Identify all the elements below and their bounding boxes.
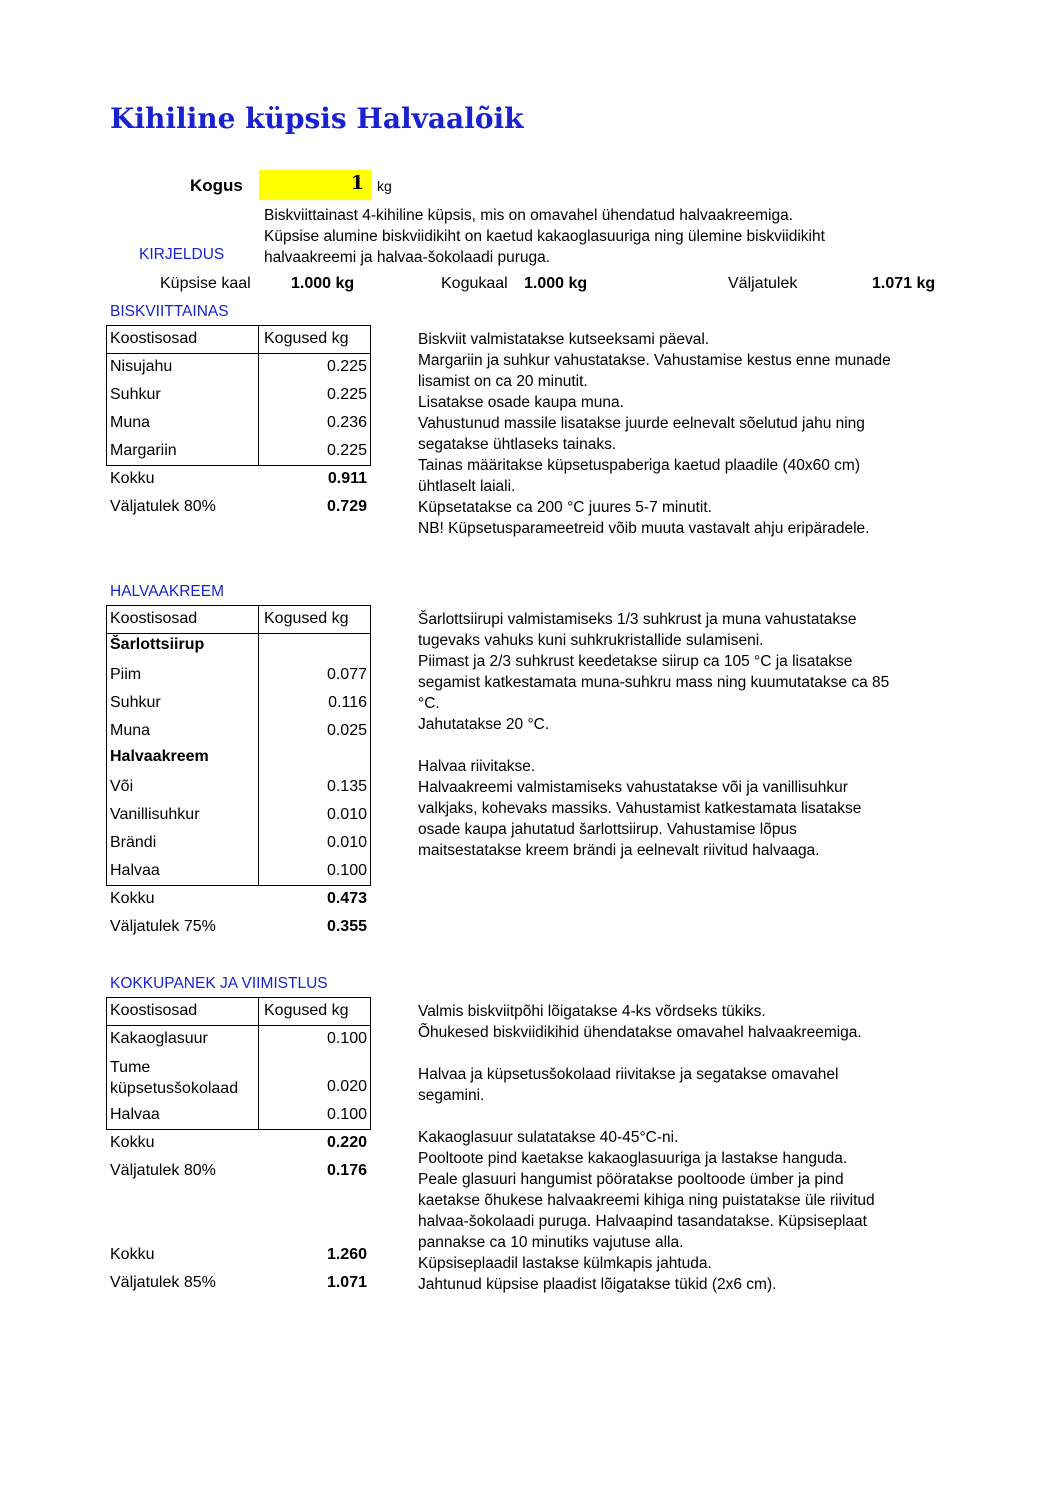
kupsise-kaal-label: Küpsise kaal bbox=[160, 275, 251, 292]
ingredient-amount: 0.010 bbox=[326, 834, 367, 851]
kogus-unit: kg bbox=[377, 178, 392, 194]
valjatulek-value: 1.071 kg bbox=[872, 275, 936, 292]
instruction-line: Šarlottsiirupi valmistamiseks 1/3 suhkrust ja muna vahustatakse bbox=[418, 611, 857, 628]
ingredient-name bbox=[110, 1057, 238, 1099]
yield-label: Väljatulek 80% bbox=[110, 1162, 216, 1179]
header-cell: Koostisosad bbox=[110, 1002, 198, 1019]
total-value: 0.911 bbox=[327, 470, 367, 487]
subheader-row bbox=[106, 633, 372, 661]
header-cell: Kogused kg bbox=[264, 1002, 349, 1019]
yield-value: 0.729 bbox=[326, 498, 367, 515]
total-value: 0.220 bbox=[326, 1134, 367, 1151]
ingredient-amount: 0.100 bbox=[326, 1106, 367, 1123]
ingredient-name-line: Tume bbox=[110, 1059, 151, 1076]
table-row bbox=[106, 437, 372, 465]
section-title: BISKVIITTAINAS bbox=[110, 303, 229, 320]
kirjeldus-label: KIRJELDUS bbox=[139, 246, 225, 263]
yield-row bbox=[106, 493, 372, 521]
ingredient-name: Kakaoglasuur bbox=[110, 1030, 208, 1047]
instruction-line: Küpsiseplaadil lastakse külmkapis jahtuda. bbox=[418, 1255, 712, 1272]
ingredients-table bbox=[106, 325, 372, 521]
ingredient-name: Või bbox=[110, 778, 134, 795]
description-line: Biskviittainast 4-kihiline küpsis, mis on omavahel ühendatud halvaakreemiga. bbox=[264, 207, 793, 224]
kogukaal-value: 1.000 kg bbox=[524, 275, 588, 292]
total-label: Kokku bbox=[110, 470, 155, 487]
kupsise-kaal-value: 1.000 kg bbox=[291, 275, 355, 292]
ingredients-table bbox=[106, 605, 372, 941]
yield-row bbox=[106, 913, 372, 941]
instructions bbox=[418, 329, 958, 539]
instruction-line: Halvaa ja küpsetusšokolaad riivitakse ja segatakse omavahel bbox=[418, 1066, 839, 1083]
ingredient-amount: 0.225 bbox=[326, 358, 367, 375]
instruction-line: valkjaks, kohevaks massiks. Vahustamist katkestamata lisatakse bbox=[418, 800, 862, 817]
instruction-line: Jahutatakse 20 °C. bbox=[418, 716, 550, 733]
instruction-line: Pooltoote pind kaetakse kakaoglasuuriga ja lastakse hanguda. bbox=[418, 1150, 848, 1167]
subheader-label: Šarlottsiirup bbox=[110, 636, 205, 653]
spacer bbox=[106, 1185, 372, 1241]
description bbox=[264, 205, 944, 268]
instruction-line: osade kaupa jahutatud šarlottsiirup. Vahustamise lõpus bbox=[418, 821, 797, 838]
instruction-line: NB! Küpsetusparameetreid võib muuta vastavalt ahju eripäradele. bbox=[418, 520, 870, 537]
table-header bbox=[106, 997, 372, 1025]
ingredient-amount: 0.225 bbox=[326, 386, 367, 403]
instruction-line: Küpsetatakse ca 200 °C juures 5-7 minutit. bbox=[418, 499, 712, 516]
valjatulek-label: Väljatulek bbox=[728, 275, 798, 292]
ingredient-name: Nisujahu bbox=[110, 358, 173, 375]
ingredient-name: Suhkur bbox=[110, 386, 161, 403]
table-row bbox=[106, 829, 372, 857]
yield-value: 0.176 bbox=[326, 1162, 367, 1179]
total-row bbox=[106, 465, 372, 493]
yield-value: 0.355 bbox=[326, 918, 367, 935]
instruction-line: segatakse ühtlaseks tainaks. bbox=[418, 436, 617, 453]
yield-row bbox=[106, 1157, 372, 1185]
instruction-line: lisamist on ca 20 minutit. bbox=[418, 373, 588, 390]
ingredient-name: Suhkur bbox=[110, 694, 161, 711]
ingredient-amount: 0.236 bbox=[326, 414, 367, 431]
header-cell: Kogused kg bbox=[264, 610, 349, 627]
total-label: Kokku bbox=[110, 890, 155, 907]
instruction-line: Halvaakreemi valmistamiseks vahustatakse või ja vanillisuhkur bbox=[418, 779, 848, 796]
instruction-line: Valmis biskviitpõhi lõigatakse 4-ks võrdseks tükiks. bbox=[418, 1003, 766, 1020]
grand-total-label: Kokku bbox=[110, 1246, 155, 1263]
grand-yield-value: 1.071 bbox=[326, 1274, 367, 1291]
table-row bbox=[106, 1025, 372, 1053]
ingredient-name-line: küpsetusšokolaad bbox=[110, 1080, 239, 1097]
table-row bbox=[106, 857, 372, 885]
ingredient-amount: 0.100 bbox=[326, 862, 367, 879]
table-row bbox=[106, 1101, 372, 1129]
ingredient-amount: 0.116 bbox=[328, 694, 367, 711]
section-title: KOKKUPANEK JA VIIMISTLUS bbox=[110, 975, 328, 992]
subheader-label: Halvaakreem bbox=[110, 748, 209, 765]
instruction-line: °C. bbox=[418, 695, 440, 712]
instruction-line: tugevaks vahuks kuni suhkrukristallide sulamiseni. bbox=[418, 632, 764, 649]
table-row bbox=[106, 773, 372, 801]
instruction-line: maitsestatakse kreem brändi ja eelnevalt riivitud halvaaga. bbox=[418, 842, 820, 859]
ingredient-name: Vanillisuhkur bbox=[110, 806, 200, 823]
subheader-row bbox=[106, 745, 372, 773]
page-title: Kihiline küpsis Halvaalõik bbox=[110, 102, 524, 135]
grand-total-row bbox=[106, 1241, 372, 1269]
header-cell: Kogused kg bbox=[264, 330, 349, 347]
table-row bbox=[106, 1053, 372, 1101]
description-line: Küpsise alumine biskviidikiht on kaetud kakaoglasuuriga ning ülemine biskviidikiht bbox=[264, 228, 825, 245]
instruction-line: kaetakse õhukese halvaakreemi kihiga ning puistatakse üle riivitud bbox=[418, 1192, 875, 1209]
ingredient-amount: 0.100 bbox=[326, 1030, 367, 1047]
grand-yield-label: Väljatulek 85% bbox=[110, 1274, 216, 1291]
ingredient-name: Piim bbox=[110, 666, 142, 683]
yield-label: Väljatulek 80% bbox=[110, 498, 216, 515]
spacer bbox=[418, 1106, 958, 1127]
section-title: HALVAAKREEM bbox=[110, 583, 224, 600]
instruction-line: Tainas määritakse küpsetuspaberiga kaetud plaadile (40x60 cm) bbox=[418, 457, 860, 474]
instruction-line: Margariin ja suhkur vahustatakse. Vahustamise kestus enne munade bbox=[418, 352, 891, 369]
description-line: halvaakreemi ja halvaa-šokolaadi puruga. bbox=[264, 249, 551, 266]
kogukaal-label: Kogukaal bbox=[441, 275, 508, 292]
table-row bbox=[106, 381, 372, 409]
spacer bbox=[418, 735, 958, 756]
yield-label: Väljatulek 75% bbox=[110, 918, 216, 935]
total-row bbox=[106, 1129, 372, 1157]
instruction-line: Biskviit valmistatakse kutseeksami päeval. bbox=[418, 331, 710, 348]
grand-total-value: 1.260 bbox=[326, 1246, 367, 1263]
instruction-line: pannakse ca 10 minutiks vajutuse alla. bbox=[418, 1234, 684, 1251]
grand-yield-row bbox=[106, 1269, 372, 1297]
total-value: 0.473 bbox=[326, 890, 367, 907]
kogus-input[interactable] bbox=[259, 170, 372, 200]
instruction-line: Lisatakse osade kaupa muna. bbox=[418, 394, 624, 411]
total-row bbox=[106, 885, 372, 913]
header-cell: Koostisosad bbox=[110, 610, 198, 627]
table-row bbox=[106, 661, 372, 689]
instruction-line: Õhukesed biskviidikihid ühendatakse omavahel halvaakreemiga. bbox=[418, 1024, 862, 1041]
ingredient-amount: 0.020 bbox=[326, 1078, 367, 1095]
instruction-line: Kakaoglasuur sulatatakse 40-45°C-ni. bbox=[418, 1129, 679, 1146]
instructions bbox=[418, 609, 958, 861]
ingredient-amount: 0.010 bbox=[326, 806, 367, 823]
ingredients-table bbox=[106, 997, 372, 1297]
instruction-line: halvaa-šokolaadi puruga. Halvaapind tasandatakse. Küpsiseplaat bbox=[418, 1213, 867, 1230]
kogus-value: 1 bbox=[350, 172, 364, 194]
ingredient-amount: 0.225 bbox=[326, 442, 367, 459]
instructions bbox=[418, 1001, 958, 1295]
instruction-line: Jahtunud küpsise plaadist lõigatakse tükid (2x6 cm). bbox=[418, 1276, 777, 1293]
ingredient-name: Muna bbox=[110, 414, 151, 431]
ingredient-name: Brändi bbox=[110, 834, 157, 851]
ingredient-name: Halvaa bbox=[110, 1106, 160, 1123]
header-cell: Koostisosad bbox=[110, 330, 198, 347]
kogus-label: Kogus bbox=[190, 176, 243, 195]
ingredient-name: Margariin bbox=[110, 442, 177, 459]
instruction-line: Piimast ja 2/3 suhkrust keedetakse siirup ca 105 °C ja lisatakse bbox=[418, 653, 853, 670]
instruction-line: Halvaa riivitakse. bbox=[418, 758, 536, 775]
instruction-line: Peale glasuuri hangumist pööratakse pooltoode ümber ja pind bbox=[418, 1171, 844, 1188]
table-row bbox=[106, 689, 372, 717]
table-row bbox=[106, 801, 372, 829]
instruction-line: segamini. bbox=[418, 1087, 485, 1104]
table-header bbox=[106, 605, 372, 633]
table-row bbox=[106, 717, 372, 745]
ingredient-amount: 0.025 bbox=[326, 722, 367, 739]
ingredient-amount: 0.135 bbox=[326, 778, 367, 795]
table-row bbox=[106, 353, 372, 381]
ingredient-name: Muna bbox=[110, 722, 151, 739]
spacer bbox=[418, 1043, 958, 1064]
table-header bbox=[106, 325, 372, 353]
ingredient-amount: 0.077 bbox=[326, 666, 367, 683]
instruction-line: ühtlaselt laiali. bbox=[418, 478, 516, 495]
instruction-line: segamist katkestamata muna-suhkru mass ning kuumutatakse ca 85 bbox=[418, 674, 890, 691]
table-row bbox=[106, 409, 372, 437]
ingredient-name: Halvaa bbox=[110, 862, 160, 879]
instruction-line: Vahustunud massile lisatakse juurde eelnevalt sõelutud jahu ning bbox=[418, 415, 865, 432]
total-label: Kokku bbox=[110, 1134, 155, 1151]
